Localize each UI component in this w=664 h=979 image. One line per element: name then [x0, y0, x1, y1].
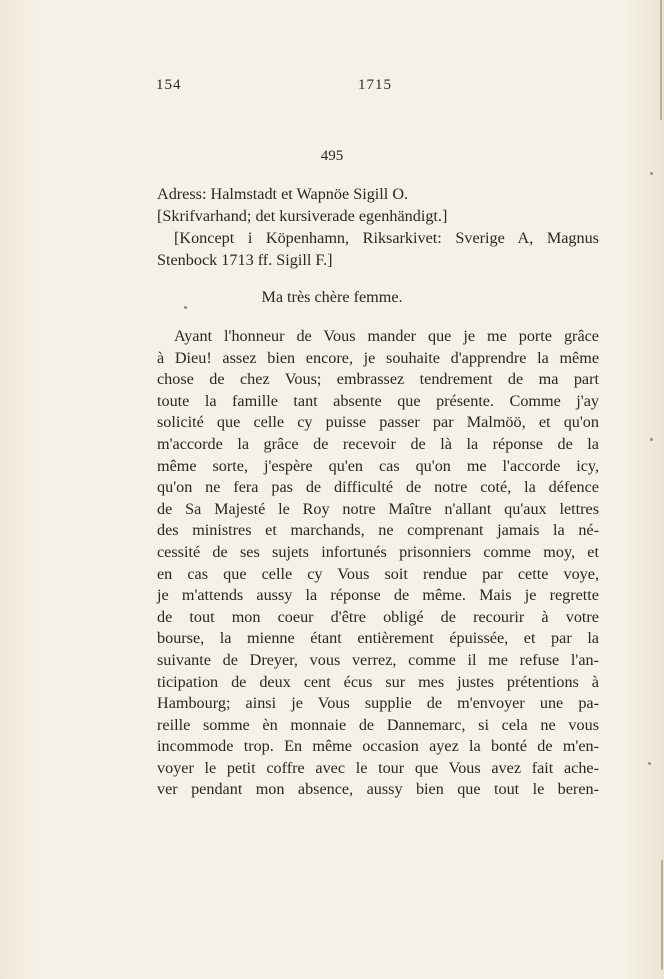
body-line: reille somme èn monnaie de Dannemarc, si cela ne vous: [157, 715, 599, 734]
scan-speck: [184, 306, 187, 309]
body-line: m'accorde la grâce de recevoir de là la réponse de la: [157, 434, 599, 453]
scan-edge-mark: [660, 0, 662, 120]
body-line: des ministres et marchands, ne comprenant jamais la né-: [157, 521, 599, 540]
body-line: cessité de ses sujets infortunés prisonniers comme moy, et: [157, 542, 599, 561]
body-line: toute la famille tant absente que présente. Comme j'ay: [157, 391, 599, 410]
letter-number: 495: [320, 148, 344, 164]
body-line: solicité que celle cy puisse passer par Malmöö, et qu'on: [157, 413, 599, 432]
body-line: suivante de Dreyer, vous verrez, comme il me refuse l'an-: [157, 650, 599, 669]
body-line: chose de chez Vous; embrassez tendrement de ma part: [157, 370, 599, 389]
body-line: de tout mon coeur d'être obligé de recourir à votre: [157, 607, 599, 626]
body-line: de Sa Majesté le Roy notre Maître n'allant qu'aux lettres: [157, 499, 599, 518]
body-line: voyer le petit coffre avec le tour que Vous avez fait ache-: [157, 758, 599, 777]
running-header-year: 1715: [358, 77, 392, 93]
body-line: ver pendant mon absence, aussy bien que tout le beren-: [157, 780, 599, 799]
draft-location-line: [Koncept i Köpenhamn, Riksarkivet: Sverige A, Magnus: [174, 229, 599, 247]
body-line: Ayant l'honneur de Vous mander que je me porte grâce: [174, 327, 599, 345]
body-line: bourse, la mienne étant entièrement épuissée, et par la: [157, 629, 599, 648]
scribe-note-line: [Skrifvarhand; det kursiverade egenhändigt.]: [157, 207, 448, 225]
body-line: incommode trop. En même occasion ayez la bonté de m'en-: [157, 737, 599, 756]
scan-speck: [648, 762, 651, 765]
scan-speck: [650, 172, 653, 175]
body-line: Hambourg; ainsi je Vous supplie de m'envoyer une pa-: [157, 694, 599, 713]
body-line: qu'on ne fera pas de difficulté de notre coté, la défence: [157, 478, 599, 497]
scan-edge-mark: [661, 860, 663, 970]
page-number: 154: [156, 77, 182, 93]
body-line: je m'attends aussy la réponse de même. Mais je regrette: [157, 586, 599, 605]
body-line: en cas que celle cy Vous soit rendue par cette voye,: [157, 564, 599, 583]
scan-speck: [650, 438, 653, 441]
address-line: Adress: Halmstadt et Wapnöe Sigill O.: [157, 185, 409, 203]
letter-body: [157, 326, 599, 801]
body-line: à Dieu! assez bien encore, je souhaite d'apprendre la même: [157, 348, 599, 367]
salutation: Ma très chère femme.: [261, 288, 403, 306]
letter-metadata: [157, 183, 599, 271]
draft-location-line-continued: Stenbock 1713 ff. Sigill F.]: [157, 251, 333, 269]
body-line: même sorte, j'espère qu'en cas qu'on me l'accorde icy,: [157, 456, 599, 475]
body-line: ticipation de deux cent écus sur mes justes prétentions à: [157, 672, 599, 691]
